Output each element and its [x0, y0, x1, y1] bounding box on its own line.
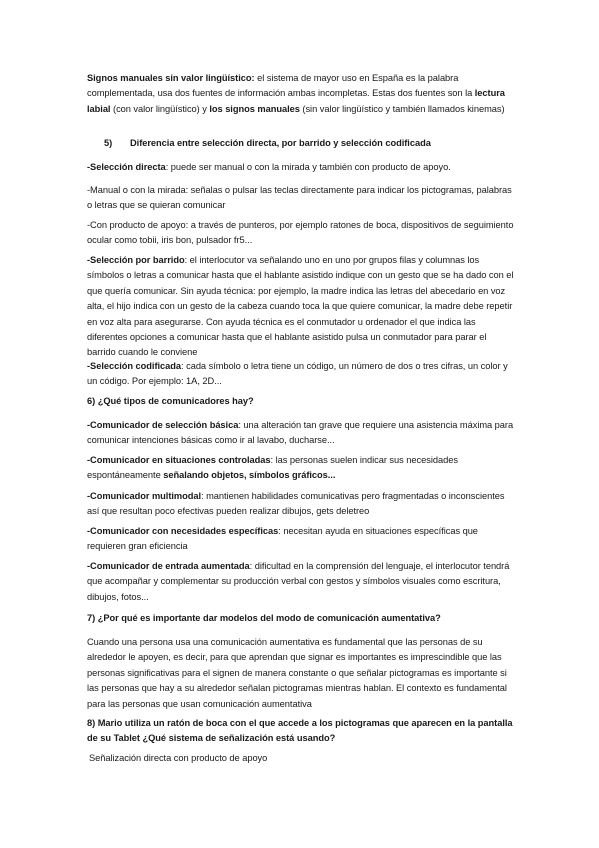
heading-question-8: 8) Mario utiliza un ratón de boca con el que accede a los pictogramas que aparecen en la pantalla de su Tablet ¿Qué sistema de señalización está usando? — [87, 718, 513, 744]
paragraph-producto-apoyo: -Con producto de apoyo: a través de punteros, por ejemplo ratones de boca, dispositivos de seguimiento ocular como tobii, iris bon, pulsador fr5... — [87, 220, 514, 246]
answer-question-8: Señalización directa con producto de apoyo — [89, 753, 268, 763]
heading-question-7: 7) ¿Por qué es importante dar modelos del modo de comunicación aumentativa? — [87, 613, 441, 623]
paragraph-seleccion-barrido: -Selección por barrido: el interlocutor va señalando uno en uno por grupos filas y columnas los símbolos o letras a comunicar hasta que el hablante asistido indique con un gesto que se ha dado con el que quería comunicar. Sin ayuda técnica: por ejemplo, la madre indica las letras del abecedario en voz alta, el hijo indica con un gesto de la cabeza cuando toca la que quiere comunicar, la madre debe repetir en voz alta para asegurarse. Con ayuda técnica es el conmutador u ordenador el que indica las diferentes opciones a comunicar hasta que el hablante asistido pulsa un conmutador para parar el barrido cuando le conviene — [87, 255, 514, 358]
paragraph-comunicador-aumentada: -Comunicador de entrada aumentada: dificultad en la comprensión del lenguaje, el interlocutor tendrá que acompañar y complementar su producción verbal con gestos y símbolos visuales como escritura, dibujos, fotos... — [87, 561, 510, 602]
paragraph-seleccion-codificada: -Selección codificada: cada símbolo o letra tiene un código, un número de dos o tres cifras, un color y un código. Por ejemplo: 1A, 2D... — [87, 361, 508, 387]
paragraph-signos-manuales: Signos manuales sin valor lingüístico: el sistema de mayor uso en España es la palabra complementada, usa dos fuentes de información ambas incompletas. Estas dos fuentes son la lectura labial (con valor lingüístico) y los signos manuales (sin valor lingüístico y también llamados kinemas) — [87, 73, 505, 114]
paragraph-comunicador-basica: -Comunicador de selección básica: una alteración tan grave que requiere una asistencia máxima para comunicar intenciones básicas como ir al lavabo, ducharse... — [87, 420, 514, 446]
heading-question-6: 6) ¿Qué tipos de comunicadores hay? — [87, 396, 254, 406]
paragraph-seleccion-directa: -Selección directa: puede ser manual o con la mirada y también con producto de apoyo. — [87, 162, 451, 172]
paragraph-comunicador-controladas: -Comunicador en situaciones controladas: las personas suelen indicar sus necesidades espontáneamente señalando objetos, símbolos gráficos... — [87, 455, 458, 481]
paragraph-comunicador-especificas: -Comunicador con necesidades específicas: necesitan ayuda en situaciones específicas que requieren gran eficiencia — [87, 526, 478, 552]
paragraph-manual-mirada: -Manual o con la mirada: señalas o pulsar las teclas directamente para indicar los pictogramas, palabras o letras que se quieran comunicar — [87, 185, 512, 211]
heading-question-5: 5) Diferencia entre selección directa, por barrido y selección codificada — [104, 138, 431, 148]
paragraph-comunicador-multimodal: -Comunicador multimodal: mantienen habilidades comunicativas pero fragmentadas o inconscientes así que resultan poco efectivas pueden realizar dibujos, gets deletreo — [87, 491, 505, 517]
paragraph-modelos-comunicacion: Cuando una persona usa una comunicación aumentativa es fundamental que las personas de su alrededor le apoyen, es decir, para que aprendan que signar es importantes es imprescindible que las personas significativas para el signen de manera constante o que señalar pictogramas es importante si las personas que hay a su alrededor señalan pictogramas mientras hablan. El contexto es fundamental para las personas que usan comunicación aumentativa — [87, 637, 507, 709]
